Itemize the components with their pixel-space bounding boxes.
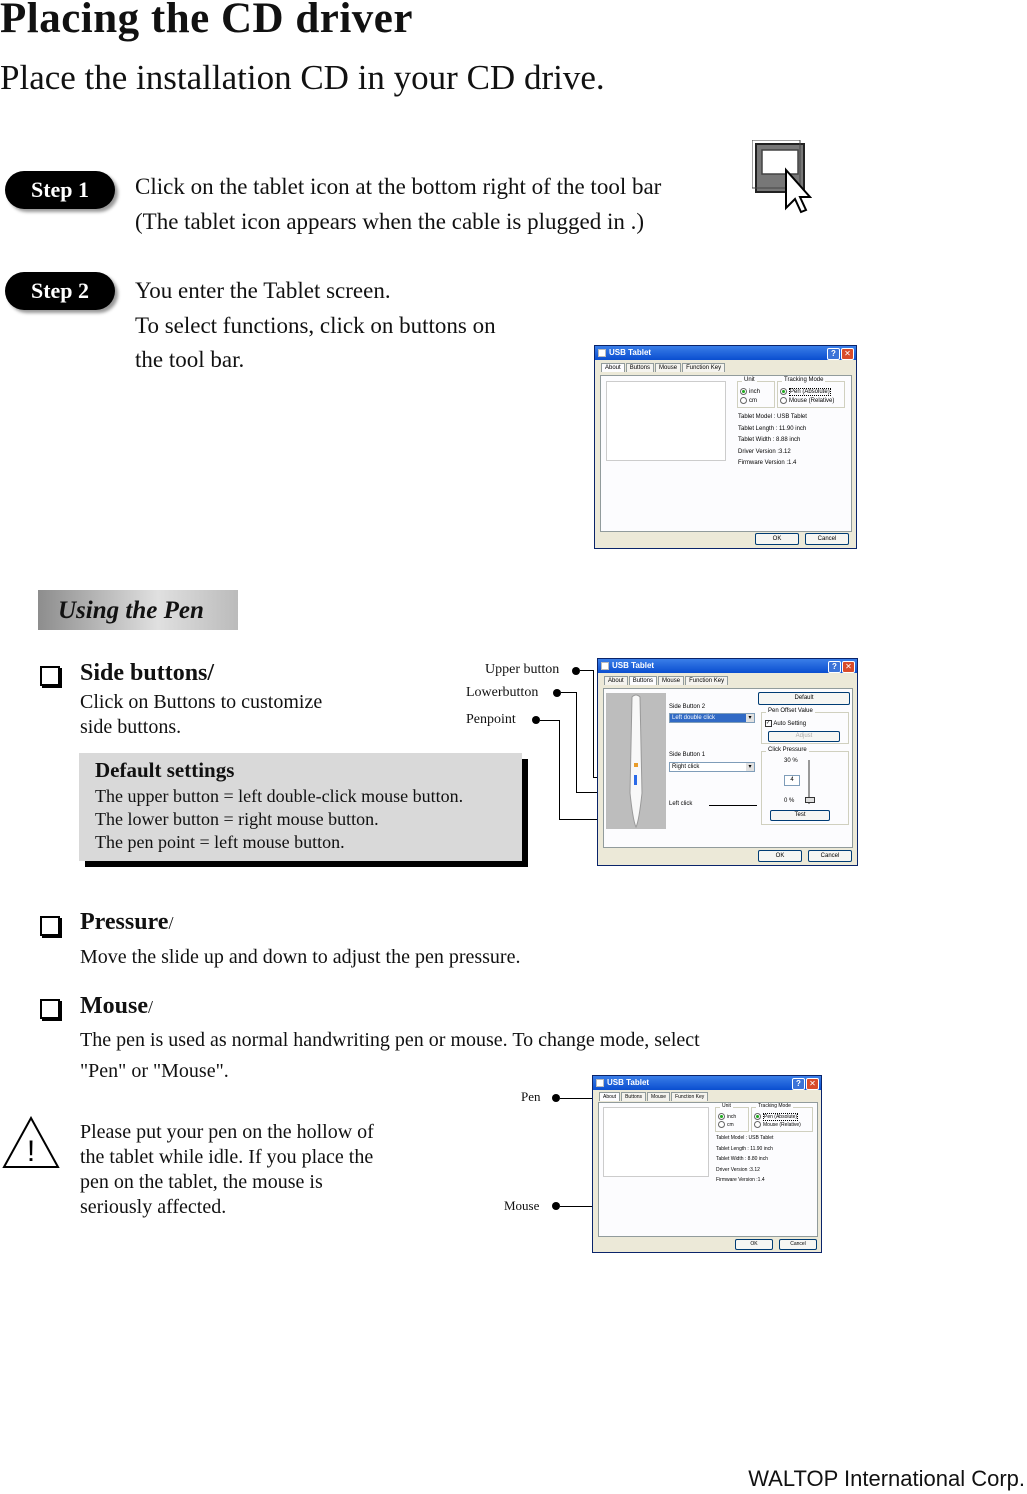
tab-about[interactable]: About: [599, 1092, 620, 1101]
step1-line2: (The tablet icon appears when the cable is plugged in .): [135, 209, 645, 234]
chevron-down-icon[interactable]: ▾: [746, 714, 754, 722]
default-line-upper: The upper button = left double-click mouse button.: [95, 786, 464, 806]
warning-icon: [2, 1116, 60, 1170]
connector-line: [576, 692, 577, 793]
callout-dot: [532, 716, 540, 724]
auto-setting-checkbox[interactable]: ✓ Auto Setting: [766, 720, 807, 728]
buttons-panel: [603, 688, 853, 848]
pen-offset-group: [761, 708, 849, 744]
tracking-label: Tracking Mode: [758, 1103, 791, 1109]
page-title: Placing the CD driver: [0, 0, 413, 42]
logo-area: [606, 381, 726, 461]
about-panel: [600, 375, 852, 532]
dialog-titlebar: [598, 659, 857, 673]
mouse-desc1: The pen is used as normal handwriting pen or mouse. To change mode, select: [80, 1029, 700, 1051]
tracking-mouse-radio[interactable]: Mouse (Relative): [754, 1121, 801, 1128]
cancel-button[interactable]: Cancel: [805, 533, 849, 545]
chevron-down-icon[interactable]: ▾: [746, 763, 754, 771]
dialog-titlebar: [593, 1076, 821, 1090]
side-buttons-desc1: Click on Buttons to customize: [80, 691, 323, 713]
unit-inch-radio[interactable]: inch: [718, 1113, 736, 1120]
connector-line: [559, 720, 560, 820]
dialog-title: USB Tablet: [607, 1078, 650, 1087]
usb-tablet-dialog-mode: [592, 1075, 822, 1253]
step1-line1: Click on the tablet icon at the bottom right of the tool bar: [135, 174, 662, 199]
dialog-title: USB Tablet: [609, 348, 652, 357]
pressure-top-label: 30 %: [784, 758, 798, 764]
info-driver: Driver Version :3.12: [738, 448, 791, 455]
unit-group: [737, 377, 775, 408]
side-buttons-desc2: side buttons.: [80, 716, 182, 738]
warning-line: the tablet while idle. If you place the: [80, 1146, 374, 1168]
window-icon: [601, 662, 609, 670]
close-icon[interactable]: ✕: [842, 661, 855, 673]
tablet-tray-icon: [752, 140, 812, 216]
step2-line1: You enter the Tablet screen.: [135, 278, 391, 303]
callout-pen-point: Penpoint: [466, 712, 516, 727]
pressure-value[interactable]: 4: [784, 775, 800, 786]
info-firmware: Firmware Version :1.4: [738, 460, 797, 466]
help-icon[interactable]: ?: [828, 661, 841, 673]
tab-function-key[interactable]: Function Key: [671, 1092, 708, 1101]
usb-tablet-dialog-buttons: [597, 658, 858, 866]
tracking-label: Tracking Mode: [784, 377, 824, 383]
window-icon: [598, 349, 606, 357]
callout-mouse: Mouse: [504, 1198, 540, 1213]
side-buttons-title: Side buttons/: [80, 660, 215, 686]
unit-label: Unit: [722, 1103, 731, 1109]
tab-function-key[interactable]: Function Key: [685, 676, 728, 685]
tracking-group: [751, 1103, 813, 1132]
bullet-checkbox-icon: [40, 666, 60, 686]
step2-line3: the tool bar.: [135, 347, 245, 372]
tab-function-key[interactable]: Function Key: [682, 363, 725, 372]
connector-line: [540, 720, 560, 721]
info-driver: Driver Version :3.12: [716, 1166, 760, 1173]
left-click-label: Left click: [669, 801, 693, 807]
info-firmware: Firmware Version :1.4: [716, 1177, 765, 1183]
side-button1-select[interactable]: Right click ▾: [669, 762, 755, 772]
dialog-tabs: [599, 1092, 709, 1101]
connector-line: [593, 670, 594, 778]
adjust-button[interactable]: Adjust: [768, 731, 840, 742]
unit-cm-radio[interactable]: cm: [718, 1121, 734, 1128]
pressure-desc: Move the slide up and down to adjust the pen pressure.: [80, 946, 521, 968]
close-icon[interactable]: ✕: [806, 1078, 819, 1090]
about-panel: [598, 1102, 818, 1237]
default-settings-lines: [95, 785, 463, 854]
info-model: Tablet Model : USB Tablet: [716, 1135, 774, 1141]
dialog-titlebar: [595, 346, 856, 360]
pen-offset-label: Pen Offset Value: [768, 708, 813, 714]
side-button2-select[interactable]: Left double click ▾: [669, 713, 755, 723]
callout-dot: [553, 689, 561, 697]
mouse-title: Mouse/: [80, 993, 154, 1019]
cancel-button[interactable]: Cancel: [808, 850, 852, 862]
warning-line: pen on the tablet, the mouse is: [80, 1171, 323, 1193]
pressure-bottom-label: 0 %: [784, 798, 795, 804]
pressure-title: Pressure/: [80, 909, 174, 935]
bullet-checkbox-icon: [40, 916, 60, 936]
bullet-checkbox-icon: [40, 999, 60, 1019]
info-length: Tablet Length : 11.90 inch: [738, 425, 807, 432]
warning-line: Please put your pen on the hollow of: [80, 1121, 374, 1143]
left-click-line: [709, 805, 757, 806]
default-line-point: The pen point = left mouse button.: [95, 832, 345, 852]
callout-upper-button: Upper button: [485, 662, 560, 677]
pressure-slider-thumb[interactable]: [805, 797, 815, 803]
tab-about[interactable]: About: [604, 676, 628, 685]
tab-mouse[interactable]: Mouse: [655, 363, 681, 372]
pen-illustration-icon: [606, 693, 666, 829]
callout-dot: [552, 1202, 560, 1210]
default-settings-box: [79, 753, 522, 861]
unit-inch-radio[interactable]: inch: [740, 388, 760, 395]
tracking-pen-radio[interactable]: Pen (Absolute): [754, 1113, 798, 1120]
ok-button[interactable]: OK: [758, 850, 802, 862]
info-length: Tablet Length : 11.90 inch: [716, 1145, 773, 1152]
tracking-group: [777, 377, 845, 408]
tab-buttons[interactable]: Buttons: [621, 1092, 646, 1101]
default-settings-title: Default settings: [95, 758, 235, 782]
tablet-info: [716, 1133, 773, 1186]
cancel-button[interactable]: Cancel: [779, 1239, 817, 1250]
pen-image-area: [606, 693, 666, 829]
default-line-lower: The lower button = right mouse button.: [95, 809, 379, 829]
footer-company: WALTOP International Corp.: [748, 1466, 1025, 1491]
test-button[interactable]: Test: [770, 810, 830, 821]
usb-tablet-dialog-about: [594, 345, 857, 549]
tab-mouse[interactable]: Mouse: [647, 1092, 670, 1101]
click-pressure-label: Click Pressure: [768, 747, 807, 753]
unit-cm-radio[interactable]: cm: [740, 397, 757, 404]
tab-buttons[interactable]: Buttons: [626, 363, 654, 372]
info-width: Tablet Width : 8.88 inch: [738, 437, 801, 443]
ok-button[interactable]: OK: [755, 533, 799, 545]
default-button[interactable]: Default: [758, 692, 850, 705]
info-width: Tablet Width : 8.80 inch: [716, 1156, 768, 1162]
side-button1-label: Side Button 1: [669, 752, 706, 758]
connector-line: [580, 670, 594, 671]
tracking-pen-radio[interactable]: Pen (Absolute): [780, 388, 831, 395]
step2-line2: To select functions, click on buttons on: [135, 313, 496, 338]
unit-group: [715, 1103, 749, 1132]
logo-area: [603, 1107, 709, 1177]
connector-line: [561, 692, 577, 693]
info-model: Tablet Model : USB Tablet: [738, 414, 807, 420]
tracking-mouse-radio[interactable]: Mouse (Relative): [780, 397, 834, 404]
tab-mouse[interactable]: Mouse: [658, 676, 684, 685]
close-icon[interactable]: ✕: [841, 348, 854, 360]
page-subtitle: Place the installation CD in your CD drive.: [0, 58, 605, 97]
help-icon[interactable]: ?: [792, 1078, 805, 1090]
svg-text:!: !: [26, 1135, 36, 1168]
side-button2-label: Side Button 2: [669, 704, 706, 710]
mouse-desc2: "Pen" or "Mouse".: [80, 1060, 229, 1082]
callout-lower-button: Lowerbutton: [466, 685, 539, 700]
tablet-info: [738, 412, 807, 470]
dialog-tabs: [604, 676, 729, 685]
callout-dot: [572, 667, 580, 675]
tab-about[interactable]: About: [601, 363, 625, 372]
dialog-title: USB Tablet: [612, 661, 655, 670]
dialog-tabs: [601, 363, 726, 372]
warning-text: [80, 1120, 428, 1220]
section-banner: Using the Pen: [38, 590, 238, 630]
tab-buttons[interactable]: Buttons: [629, 676, 657, 685]
warning-line: seriously affected.: [80, 1196, 227, 1218]
window-icon: [596, 1079, 604, 1087]
callout-dot: [552, 1094, 560, 1102]
ok-button[interactable]: OK: [735, 1239, 773, 1250]
unit-label: Unit: [744, 377, 755, 383]
callout-pen: Pen: [521, 1089, 541, 1104]
step2-badge: Step 2: [5, 272, 115, 310]
help-icon[interactable]: ?: [827, 348, 840, 360]
step1-badge: Step 1: [5, 171, 115, 209]
click-pressure-group: [761, 747, 849, 825]
